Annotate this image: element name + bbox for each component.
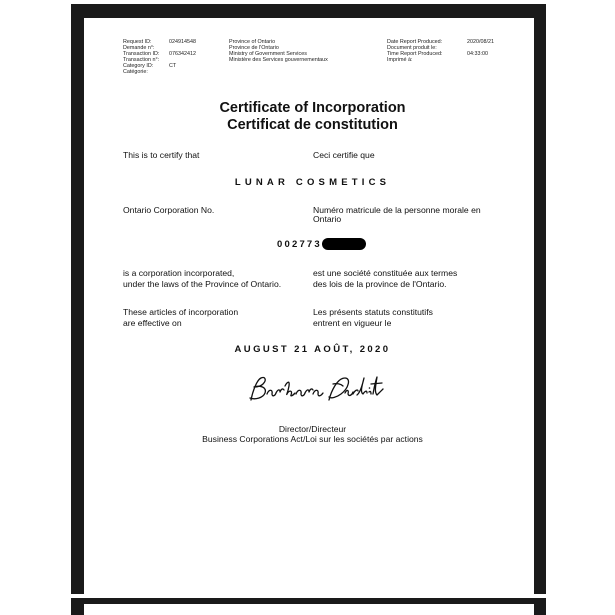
corp-no-label-english: Ontario Corporation No. bbox=[123, 205, 215, 215]
corp-no-label-french-line2: Ontario bbox=[313, 214, 342, 224]
corporation-number: 002773 bbox=[277, 239, 322, 250]
title-english: Certificate of Incorporation bbox=[219, 100, 406, 116]
corp-no-label-french-line1: Numéro matricule de la personne morale en bbox=[313, 205, 481, 215]
date-produced-row: Date Report Produced: 2020/08/21 bbox=[387, 39, 494, 45]
imprime-row: Imprimé à: bbox=[387, 57, 413, 64]
incorporated-french-line2: des lois de la province de l'Ontario. bbox=[313, 279, 447, 289]
demande-row: Demande n°: bbox=[123, 45, 155, 52]
transaction-no-row: Transaction n°: bbox=[123, 57, 160, 64]
effective-date: AUGUST 21 AOÛT, 2020 bbox=[234, 344, 391, 355]
certify-french: Ceci certifie que bbox=[313, 150, 375, 160]
articles-english-line2: are effective on bbox=[123, 318, 182, 328]
province-en: Province of Ontario bbox=[229, 39, 276, 45]
director-title: Director/Directeur bbox=[278, 424, 347, 434]
incorporated-french-line1: est une société constituée aux termes bbox=[313, 268, 458, 278]
categorie-row: Catégorie: bbox=[123, 69, 148, 76]
next-page-edge bbox=[84, 604, 534, 615]
province-fr: Province de l'Ontario bbox=[229, 45, 279, 52]
incorporated-english-line1: is a corporation incorporated, bbox=[123, 268, 235, 278]
company-name: LUNAR COSMETICS bbox=[234, 177, 391, 188]
report-metadata bbox=[387, 39, 494, 63]
title-french: Certificat de constitution bbox=[227, 117, 398, 133]
transaction-id-row: Transaction ID: 076342412 bbox=[123, 51, 196, 58]
ministry-info bbox=[229, 39, 328, 63]
redaction-mark bbox=[322, 238, 366, 250]
director-signature bbox=[245, 372, 385, 406]
category-id-row: Category ID: CT bbox=[123, 63, 177, 70]
articles-french-line1: Les présents statuts constitutifs bbox=[313, 307, 433, 317]
certify-english: This is to certify that bbox=[123, 150, 200, 160]
request-id-row: Request ID: 024914548 bbox=[123, 39, 196, 45]
document-produit-row: Document produit le: bbox=[387, 45, 437, 52]
articles-french-line2: entrent en vigueur le bbox=[313, 318, 392, 328]
ministry-en: Ministry of Government Services bbox=[229, 51, 307, 58]
incorporated-english-line2: under the laws of the Province of Ontario. bbox=[123, 279, 282, 289]
request-metadata bbox=[123, 39, 196, 76]
act-name: Business Corporations Act/Loi sur les sociétés par actions bbox=[202, 434, 423, 444]
ministry-fr: Ministère des Services gouvernementaux bbox=[229, 57, 328, 64]
time-produced-row: Time Report Produced: 04:33:00 bbox=[387, 51, 488, 58]
articles-english-line1: These articles of incorporation bbox=[123, 307, 239, 317]
